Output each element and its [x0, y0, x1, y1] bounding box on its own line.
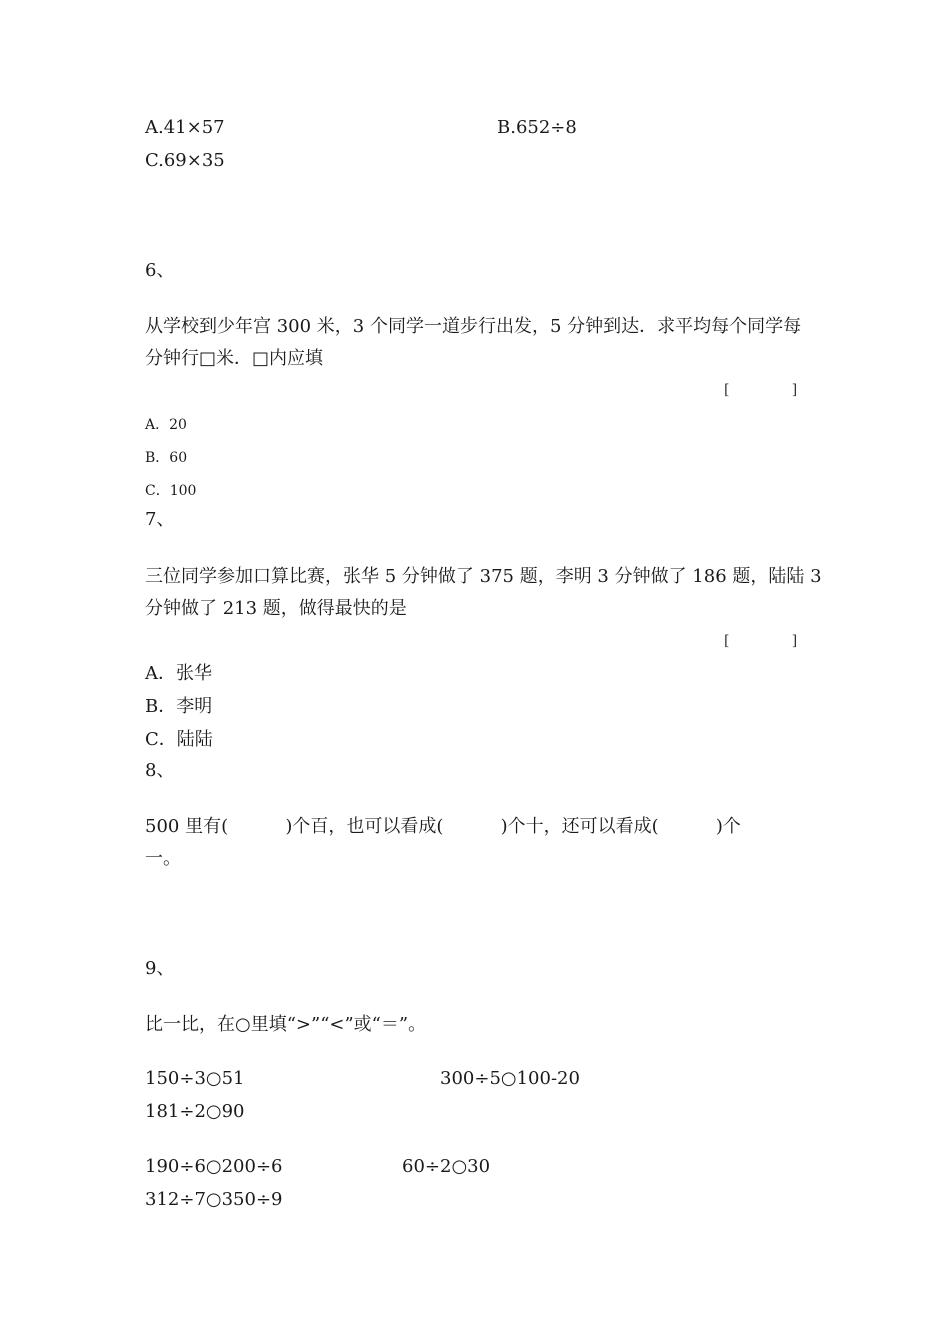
q9-compare-4: 190÷6○200÷6 — [145, 1156, 283, 1177]
q9-compare-3: 181÷2○90 — [145, 1101, 245, 1122]
q7-text-line1: 三位同学参加口算比赛，张华 5 分钟做了 375 题，李明 3 分钟做了 186 题，陆陆 3 — [145, 566, 822, 587]
q7-text-line2: 分钟做了 213 题，做得最快的是 — [145, 598, 407, 619]
q7-option-a: A．张华 — [145, 663, 212, 684]
q6-text-line1: 从学校到少年宫 300 米，3 个同学一道步行出发，5 分钟到达．求平均每个同学每 — [145, 316, 802, 337]
q5-option-c: C.69×35 — [145, 150, 225, 171]
q5-option-b: B.652÷8 — [497, 117, 577, 138]
q6-option-a: A．20 — [145, 417, 187, 433]
q9-instruction: 比一比，在○里填“>”“<”或“＝”。 — [145, 1014, 427, 1035]
q7-number: 7、 — [145, 509, 175, 530]
q9-compare-1: 150÷3○51 — [145, 1068, 245, 1089]
q8-text-line1: 500 里有( )个百，也可以看成( )个十，还可以看成( )个 — [145, 816, 741, 837]
q6-number: 6、 — [145, 260, 175, 281]
q5-option-a: A.41×57 — [145, 117, 225, 138]
q6-option-b: B．60 — [145, 450, 188, 466]
q7-option-b: B．李明 — [145, 696, 213, 717]
q9-number: 9、 — [145, 958, 175, 979]
q8-number: 8、 — [145, 760, 175, 781]
q7-answer-bracket: [ ] — [724, 633, 798, 649]
q6-text-line2: 分钟行□米．□内应填 — [145, 348, 324, 369]
q6-option-c: C．100 — [145, 483, 197, 499]
q6-answer-bracket: [ ] — [724, 382, 798, 398]
q9-compare-5: 60÷2○30 — [402, 1156, 491, 1177]
q7-option-c: C．陆陆 — [145, 729, 213, 750]
q9-compare-6: 312÷7○350÷9 — [145, 1189, 283, 1210]
q8-text-line2: 一。 — [145, 848, 181, 869]
q9-compare-2: 300÷5○100-20 — [440, 1068, 580, 1089]
